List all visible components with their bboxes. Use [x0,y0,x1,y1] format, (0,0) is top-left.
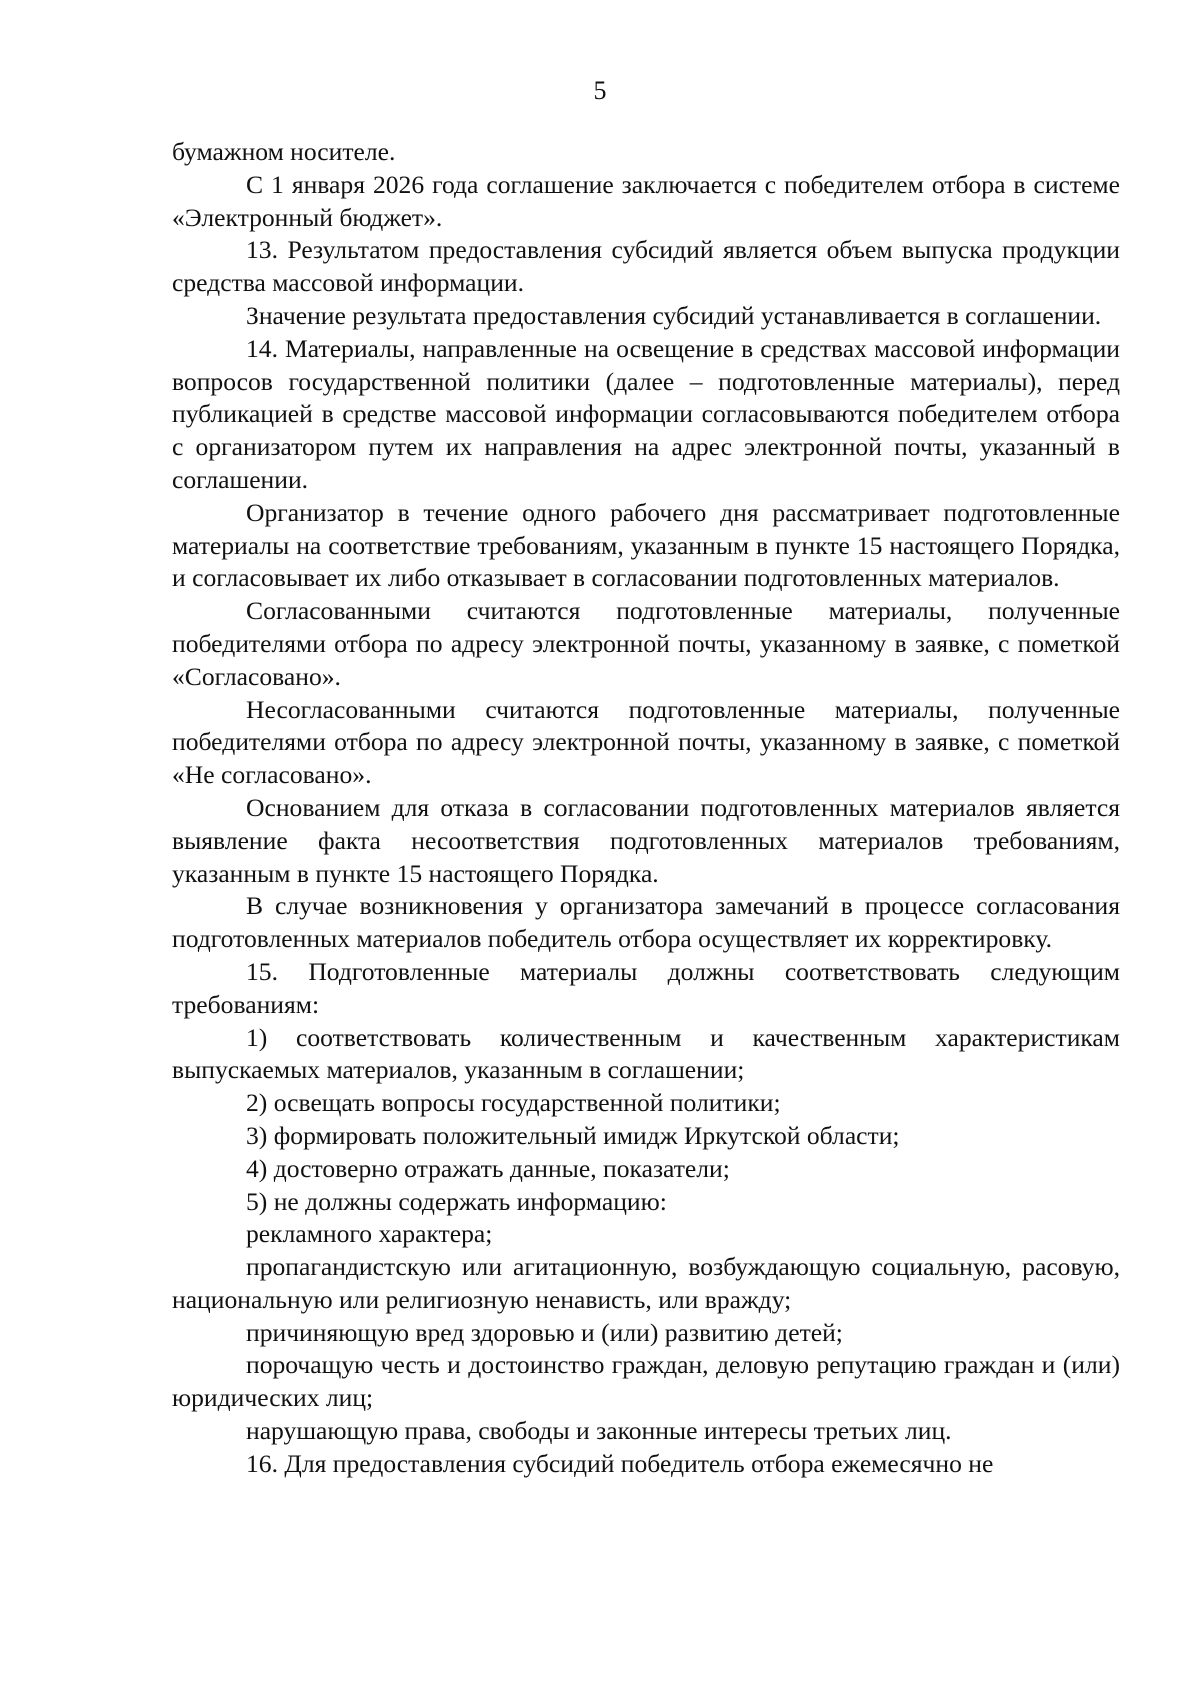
sub-list-item: порочащую честь и достоинство граждан, деловую репутацию граждан и (или) юридических лиц; [172,1350,1120,1413]
paragraph: Основанием для отказа в согласовании подготовленных материалов является выявление факта несоответствия подготовленных материалов требованиям, указанным в пункте 15 настоящего Порядка. [172,792,1120,888]
sub-list-item: пропагандистскую или агитационную, возбуждающую социальную, расовую, национальную или религиозную ненависть, или вражду; [172,1252,1120,1314]
paragraph: В случае возникновения у организатора замечаний в процессе согласования подготовленных материалов победитель отбора осуществляет их корректировку. [172,891,1120,954]
list-item: 4) достоверно отражать данные, показатели; [246,1153,730,1183]
sub-list-item: рекламного характера; [246,1219,493,1249]
page-number: 5 [593,76,607,105]
paragraph: Организатор в течение одного рабочего дня рассматривает подготовленные материалы на соответствие требованиям, указанным в пункте 15 настоящего Порядка, и согласовывает их либо отказывает в согласовании подготовленных материалов. [172,497,1120,593]
paragraph: Значение результата предоставления субсидий устанавливается в соглашении. [246,300,1102,330]
list-item: 3) формировать положительный имидж Иркутской области; [246,1120,900,1150]
paragraph-item-16: 16. Для предоставления субсидий победитель отбора ежемесячно не [246,1448,994,1478]
paragraph: Согласованными считаются подготовленные материалы, полученные победителями отбора по адресу электронной почты, указанному в заявке, с пометкой «Согласовано». [172,596,1120,691]
sub-list-item: нарушающую права, свободы и законные интересы третьих лиц. [246,1416,952,1446]
list-item: 1) соответствовать количественным и качественным характеристикам выпускаемых материалов, указанным в соглашении; [172,1022,1120,1085]
paragraph-item-14: 14. Материалы, направленные на освещение в средствах массовой информации вопросов государственной политики (далее – подготовленные материалы), перед публикацией в средстве массовой информации согласовываются победителем отбора с организатором путем их направления на адрес электронной почты, указанный в соглашении. [172,333,1120,494]
list-item: 2) освещать вопросы государственной политики; [246,1088,781,1118]
list-item: 5) не должны содержать информацию: [246,1186,667,1216]
paragraph: Несогласованными считаются подготовленные материалы, полученные победителями отбора по адресу электронной почты, указанному в заявке, с пометкой «Не согласовано». [172,694,1120,790]
sub-list-item: причиняющую вред здоровью и (или) развитию детей; [246,1317,843,1347]
paragraph: С 1 января 2026 года соглашение заключается с победителем отбора в системе «Электронный бюджет». [172,169,1120,232]
paragraph: бумажном носителе. [172,137,396,166]
paragraph-item-13: 13. Результатом предоставления субсидий является объем выпуска продукции средства массовой информации. [172,235,1120,298]
paragraph-item-15: 15. Подготовленные материалы должны соответствовать следующим требованиям: [172,956,1120,1019]
document-body [172,136,1120,1481]
